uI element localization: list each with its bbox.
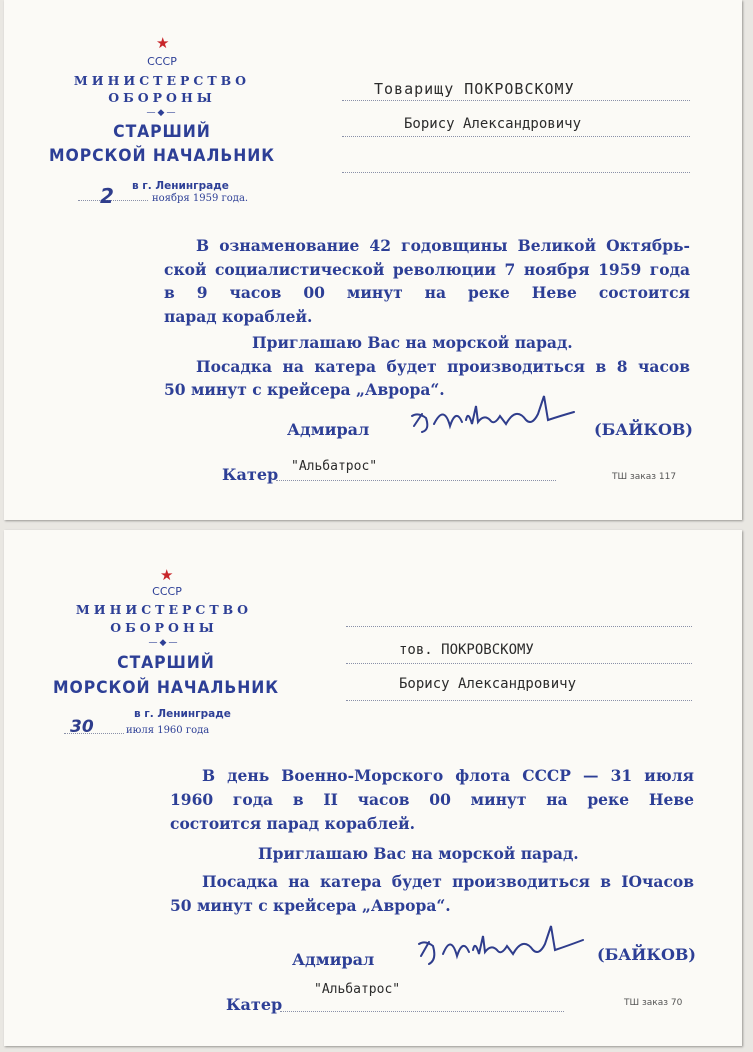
address-line-2 xyxy=(342,136,690,137)
boarding-line-2: 50 минут с крейсера „Аврора“. xyxy=(164,380,445,399)
body-line: состоится парад кораблей. xyxy=(170,814,415,833)
addressee-surname: Товарищу ПОКРОВСКОМУ xyxy=(374,80,575,98)
invitation-card-1959 xyxy=(4,0,742,520)
date-month-year: ноября 1959 года. xyxy=(152,193,249,204)
invite-line: Приглашаю Вас на морской парад. xyxy=(258,844,579,863)
address-line-3 xyxy=(346,700,692,701)
boat-label: Катер xyxy=(226,995,283,1014)
senior-title-line-1: СТАРШИЙ xyxy=(117,653,215,673)
body-line: 1960 года в II часов 00 минут на реке Неве xyxy=(170,790,694,809)
boat-line xyxy=(276,480,556,481)
admiral-name: (БАЙКОВ) xyxy=(597,945,696,964)
addressee-name: Борису Александровичу xyxy=(404,116,582,132)
boat-label: Катер xyxy=(222,465,279,484)
handwritten-day: 2 xyxy=(100,184,114,208)
invitation-card-1960 xyxy=(4,530,742,1046)
rank-label: Адмирал xyxy=(287,420,370,439)
handwritten-signature xyxy=(404,386,594,446)
ussr-label: СССР xyxy=(147,55,177,68)
date-month-year: июля 1960 года xyxy=(126,725,210,736)
body-line: В ознаменование 42 годовщины Великой Октябрь- xyxy=(196,236,690,255)
ministry-line-1: МИНИСТЕРСТВО xyxy=(75,602,253,617)
body-line: в 9 часов 00 минут на реке Неве состоится xyxy=(164,283,690,302)
handwritten-signature xyxy=(409,918,599,978)
body-line: парад кораблей. xyxy=(164,306,313,326)
address-line-1 xyxy=(346,626,692,627)
senior-title-line-2: МОРСКОЙ НАЧАЛЬНИК xyxy=(49,146,275,166)
addressee-surname: тов. ПОКРОВСКОМУ xyxy=(399,642,534,658)
senior-title-line-2: МОРСКОЙ НАЧАЛЬНИК xyxy=(53,678,279,698)
invitation-text xyxy=(164,234,690,402)
ornament-divider: —◆— xyxy=(146,108,178,118)
ussr-label: СССР xyxy=(152,585,182,598)
boarding-line-1: Посадка на катера будет производиться в IOчасов xyxy=(202,872,694,891)
address-line-1 xyxy=(342,100,690,101)
admiral-name: (БАЙКОВ) xyxy=(594,420,693,439)
red-star-icon: ★ xyxy=(156,34,170,52)
ministry-line-1: МИНИСТЕРСТВО xyxy=(73,73,251,88)
boat-line xyxy=(280,1011,564,1012)
boarding-line-1: Посадка на катера будет производиться в 8 часов xyxy=(196,356,690,376)
red-star-icon: ★ xyxy=(160,566,174,584)
boat-name: "Альбатрос" xyxy=(314,982,401,997)
body-line: В день Военно-Морского флота СССР — 31 июля xyxy=(202,766,694,785)
boarding-line-2: 50 минут с крейсера „Аврора“. xyxy=(170,896,451,915)
address-line-3 xyxy=(342,172,690,173)
print-order-code: ТШ заказ 117 xyxy=(612,472,677,482)
ministry-line-2: ОБОРОНЫ xyxy=(108,90,216,105)
handwritten-day: 30 xyxy=(70,717,94,737)
ornament-divider: —◆— xyxy=(148,638,180,648)
body-line: ской социалистической революции 7 ноября 1959 года xyxy=(164,259,690,279)
addressee-name: Борису Александровичу xyxy=(399,676,577,692)
boat-name: "Альбатрос" xyxy=(291,459,378,474)
ministry-line-2: ОБОРОНЫ xyxy=(110,620,218,635)
senior-title-line-1: СТАРШИЙ xyxy=(113,122,211,142)
invitation-text xyxy=(170,764,694,918)
print-order-code: ТШ заказ 70 xyxy=(624,998,683,1008)
city-label: в г. Ленинграде xyxy=(134,708,231,720)
invite-line: Приглашаю Вас на морской парад. xyxy=(252,333,573,352)
city-label: в г. Ленинграде xyxy=(132,180,229,192)
rank-label: Адмирал xyxy=(292,950,375,969)
address-line-2 xyxy=(346,663,692,664)
